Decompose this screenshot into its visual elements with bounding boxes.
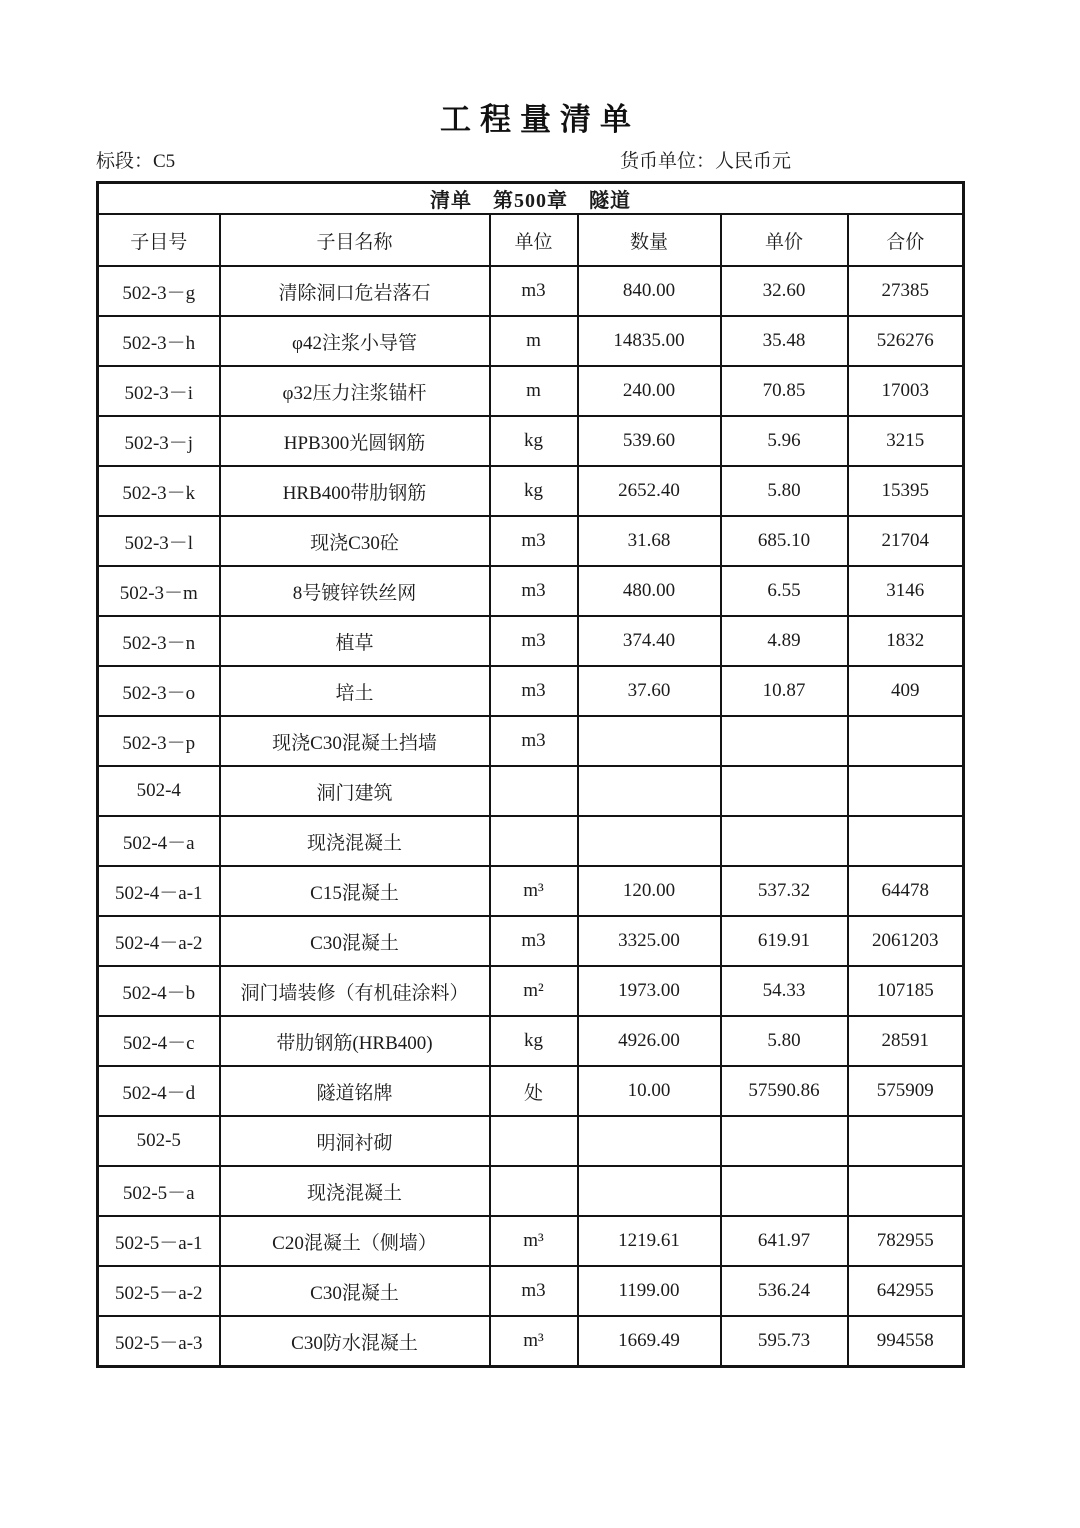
unit-price-cell: 595.73 — [721, 1316, 848, 1367]
total-price-cell — [848, 816, 964, 866]
subitem-id-cell: 502-4－b — [98, 966, 220, 1016]
table-row — [98, 616, 964, 666]
quantity-cell: 374.40 — [578, 616, 721, 666]
unit-cell: m3 — [490, 566, 578, 616]
subitem-id-cell: 502-3－n — [98, 616, 220, 666]
column-header: 单位 — [490, 214, 578, 266]
unit-cell: m — [490, 366, 578, 416]
table-row — [98, 1166, 964, 1216]
quantity-cell: 120.00 — [578, 866, 721, 916]
unit-price-cell: 5.80 — [721, 466, 848, 516]
table-row — [98, 266, 964, 316]
total-price-cell: 21704 — [848, 516, 964, 566]
unit-price-cell — [721, 1166, 848, 1216]
column-header: 数量 — [578, 214, 721, 266]
subitem-name-cell: 培土 — [220, 666, 490, 716]
unit-cell: m3 — [490, 616, 578, 666]
unit-cell: kg — [490, 416, 578, 466]
unit-cell: m³ — [490, 1216, 578, 1266]
subitem-id-cell: 502-3－k — [98, 466, 220, 516]
table-row — [98, 716, 964, 766]
column-header: 子目号 — [98, 214, 220, 266]
subitem-id-cell: 502-5－a-3 — [98, 1316, 220, 1367]
total-price-cell — [848, 1166, 964, 1216]
subitem-name-cell: 8号镀锌铁丝网 — [220, 566, 490, 616]
unit-cell: m3 — [490, 916, 578, 966]
subitem-name-cell: 隧道铭牌 — [220, 1066, 490, 1116]
subitem-id-cell: 502-3－m — [98, 566, 220, 616]
unit-cell: m3 — [490, 1266, 578, 1316]
column-header: 子目名称 — [220, 214, 490, 266]
section-label: 标段：C5 — [96, 151, 176, 172]
quantity-cell — [578, 1166, 721, 1216]
subitem-id-cell: 502-5－a-1 — [98, 1216, 220, 1266]
subitem-id-cell: 502-3－g — [98, 266, 220, 316]
subitem-name-cell: C30混凝土 — [220, 916, 490, 966]
total-price-cell: 3146 — [848, 566, 964, 616]
unit-price-cell: 5.80 — [721, 1016, 848, 1066]
quantity-cell: 539.60 — [578, 416, 721, 466]
table-row — [98, 1116, 964, 1166]
unit-price-cell: 537.32 — [721, 866, 848, 916]
total-price-cell: 28591 — [848, 1016, 964, 1066]
quantity-cell — [578, 816, 721, 866]
quantity-cell — [578, 1116, 721, 1166]
unit-price-cell: 70.85 — [721, 366, 848, 416]
quantity-cell — [578, 766, 721, 816]
subitem-id-cell: 502-3－o — [98, 666, 220, 716]
total-price-cell — [848, 1116, 964, 1166]
subitem-name-cell: 植草 — [220, 616, 490, 666]
unit-price-cell: 536.24 — [721, 1266, 848, 1316]
column-header: 合价 — [848, 214, 964, 266]
subitem-name-cell: C30混凝土 — [220, 1266, 490, 1316]
table-row — [98, 966, 964, 1016]
unit-cell — [490, 1166, 578, 1216]
subitem-name-cell: 现浇C30混凝土挡墙 — [220, 716, 490, 766]
subitem-id-cell: 502-5 — [98, 1116, 220, 1166]
table-row — [98, 316, 964, 366]
unit-cell: m3 — [490, 266, 578, 316]
subitem-id-cell: 502-4－d — [98, 1066, 220, 1116]
unit-price-cell — [721, 816, 848, 866]
subitem-id-cell: 502-4－a — [98, 816, 220, 866]
quantity-cell: 3325.00 — [578, 916, 721, 966]
quantity-cell: 840.00 — [578, 266, 721, 316]
total-price-cell: 642955 — [848, 1266, 964, 1316]
subitem-id-cell: 502-3－h — [98, 316, 220, 366]
unit-price-cell: 641.97 — [721, 1216, 848, 1266]
subitem-name-cell: C20混凝土（侧墙） — [220, 1216, 490, 1266]
subitem-name-cell: φ32压力注浆锚杆 — [220, 366, 490, 416]
total-price-cell: 17003 — [848, 366, 964, 416]
subitem-name-cell: C15混凝土 — [220, 866, 490, 916]
unit-cell — [490, 766, 578, 816]
unit-cell: m — [490, 316, 578, 366]
table-row — [98, 816, 964, 866]
total-price-cell: 27385 — [848, 266, 964, 316]
unit-cell: m³ — [490, 866, 578, 916]
subitem-name-cell: 现浇混凝土 — [220, 816, 490, 866]
table-row — [98, 366, 964, 416]
table-banner-row — [98, 183, 964, 215]
subitem-name-cell: φ42注浆小导管 — [220, 316, 490, 366]
total-price-cell: 3215 — [848, 416, 964, 466]
quantity-cell: 1199.00 — [578, 1266, 721, 1316]
subitem-name-cell: C30防水混凝土 — [220, 1316, 490, 1367]
quantity-cell: 31.68 — [578, 516, 721, 566]
unit-price-cell: 619.91 — [721, 916, 848, 966]
subitem-id-cell: 502-3－j — [98, 416, 220, 466]
subitem-id-cell: 502-3－p — [98, 716, 220, 766]
subitem-name-cell: 洞门建筑 — [220, 766, 490, 816]
unit-cell — [490, 1116, 578, 1166]
unit-cell: 处 — [490, 1066, 578, 1116]
total-price-cell: 107185 — [848, 966, 964, 1016]
subitem-id-cell: 502-5－a-2 — [98, 1266, 220, 1316]
unit-price-cell: 32.60 — [721, 266, 848, 316]
page-title: 工程量清单 — [440, 102, 640, 137]
table-row — [98, 466, 964, 516]
subitem-name-cell: HPB300光圆钢筋 — [220, 416, 490, 466]
unit-price-cell — [721, 766, 848, 816]
unit-price-cell: 685.10 — [721, 516, 848, 566]
table-row — [98, 1216, 964, 1266]
quantity-cell: 1669.49 — [578, 1316, 721, 1367]
subitem-name-cell: 现浇C30砼 — [220, 516, 490, 566]
total-price-cell: 575909 — [848, 1066, 964, 1116]
total-price-cell: 1832 — [848, 616, 964, 666]
total-price-cell: 15395 — [848, 466, 964, 516]
subitem-id-cell: 502-4－c — [98, 1016, 220, 1066]
unit-cell: kg — [490, 466, 578, 516]
table-row — [98, 666, 964, 716]
unit-cell: kg — [490, 1016, 578, 1066]
table-row — [98, 516, 964, 566]
subitem-name-cell: 洞门墙装修（有机硅涂料） — [220, 966, 490, 1016]
table-header-row — [98, 214, 964, 266]
unit-cell: m3 — [490, 516, 578, 566]
unit-price-cell: 10.87 — [721, 666, 848, 716]
unit-price-cell: 6.55 — [721, 566, 848, 616]
subitem-name-cell: 清除洞口危岩落石 — [220, 266, 490, 316]
total-price-cell — [848, 716, 964, 766]
unit-cell — [490, 816, 578, 866]
unit-price-cell: 35.48 — [721, 316, 848, 366]
unit-price-cell: 57590.86 — [721, 1066, 848, 1116]
unit-price-cell — [721, 1116, 848, 1166]
quantity-cell: 14835.00 — [578, 316, 721, 366]
total-price-cell: 2061203 — [848, 916, 964, 966]
subitem-name-cell: HRB400带肋钢筋 — [220, 466, 490, 516]
unit-price-cell: 54.33 — [721, 966, 848, 1016]
subitem-name-cell: 明洞衬砌 — [220, 1116, 490, 1166]
total-price-cell: 409 — [848, 666, 964, 716]
unit-cell: m3 — [490, 716, 578, 766]
currency-unit-label: 货币单位：人民币元 — [620, 151, 792, 172]
subitem-name-cell: 现浇混凝土 — [220, 1166, 490, 1216]
total-price-cell: 526276 — [848, 316, 964, 366]
quantity-cell: 4926.00 — [578, 1016, 721, 1066]
table-row — [98, 916, 964, 966]
total-price-cell: 782955 — [848, 1216, 964, 1266]
total-price-cell: 64478 — [848, 866, 964, 916]
table-row — [98, 416, 964, 466]
table-row — [98, 1016, 964, 1066]
subitem-name-cell: 带肋钢筋(HRB400) — [220, 1016, 490, 1066]
unit-cell: m² — [490, 966, 578, 1016]
unit-price-cell: 4.89 — [721, 616, 848, 666]
quantity-cell: 2652.40 — [578, 466, 721, 516]
total-price-cell: 994558 — [848, 1316, 964, 1367]
table-row — [98, 566, 964, 616]
unit-price-cell: 5.96 — [721, 416, 848, 466]
quantity-cell: 480.00 — [578, 566, 721, 616]
subitem-id-cell: 502-3－l — [98, 516, 220, 566]
subitem-id-cell: 502-4－a-1 — [98, 866, 220, 916]
unit-cell: m³ — [490, 1316, 578, 1367]
subitem-id-cell: 502-3－i — [98, 366, 220, 416]
quantity-cell: 37.60 — [578, 666, 721, 716]
subitem-id-cell: 502-4－a-2 — [98, 916, 220, 966]
total-price-cell — [848, 766, 964, 816]
quantity-cell: 1219.61 — [578, 1216, 721, 1266]
table-banner: 清单 第500章 隧道 — [98, 183, 964, 215]
quantity-cell: 1973.00 — [578, 966, 721, 1016]
column-header: 单价 — [721, 214, 848, 266]
table-row — [98, 1316, 964, 1367]
quantity-cell: 240.00 — [578, 366, 721, 416]
subitem-id-cell: 502-4 — [98, 766, 220, 816]
table-row — [98, 866, 964, 916]
unit-cell: m3 — [490, 666, 578, 716]
quantity-cell — [578, 716, 721, 766]
quantity-cell: 10.00 — [578, 1066, 721, 1116]
table-row — [98, 1266, 964, 1316]
table-row — [98, 766, 964, 816]
boq-table — [96, 181, 965, 1368]
table-row — [98, 1066, 964, 1116]
unit-price-cell — [721, 716, 848, 766]
subitem-id-cell: 502-5－a — [98, 1166, 220, 1216]
